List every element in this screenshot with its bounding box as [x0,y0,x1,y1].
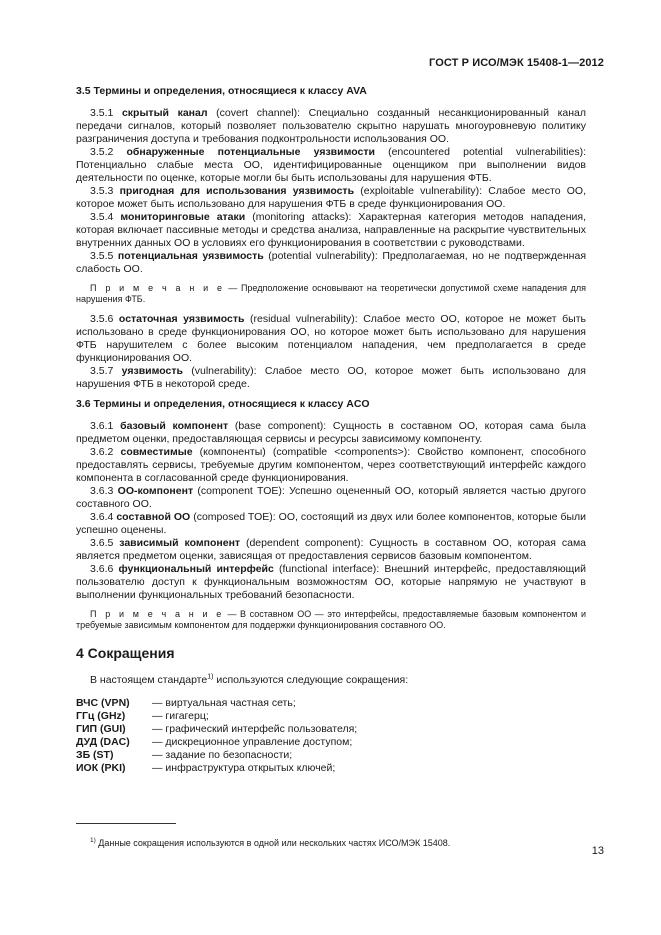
section-heading-4: 4 Сокращения [76,645,175,661]
abbreviation-meaning: — инфраструктура открытых ключей; [152,762,336,774]
footnote-ref[interactable]: 1) [207,673,214,681]
abbreviation: ВЧС (VPN) [76,697,130,709]
term: остаточная уязвимость [118,313,245,325]
abbreviation-list [76,697,586,775]
list-item [76,736,586,749]
abbreviation-meaning: — задание по безопасности; [152,749,293,761]
definition-3-5-1: 3.5.1 скрытый канал (covert channel): Специально созданный несанкционированный канал передачи сигналов, который позволяет пользователю скрытно нарушать многоуровневую политику разграничения доступа и требования подконтрольности использования ОО. [76,107,586,145]
term: мониторинговые атаки [120,211,246,223]
definition-3-6-3: 3.6.3 ОО-компонент (component TOE): Успешно оцененный ОО, который является частью другого составного ОО. [76,485,586,510]
term: функциональный интерфейс [118,563,274,575]
abbreviation: ИОК (PKI) [76,762,126,774]
list-item [76,697,586,710]
page-content [76,85,586,775]
abbreviation-meaning: — дискреционное управление доступом; [152,736,353,748]
abbreviation-meaning: — виртуальная частная сеть; [152,697,296,709]
page-number: 13 [591,845,604,857]
definition-3-6-4: 3.6.4 составной ОО (composed TOE): ОО, состоящий из двух или более компонентов, которые были успешно оценены. [76,511,586,536]
abbreviation-meaning: — гигагерц; [152,710,209,722]
footnote-divider [76,823,176,824]
list-item [76,710,586,723]
abbreviation: ГГц (GHz) [76,710,126,722]
section-heading-3-6: 3.6 Термины и определения, относящиеся к классу ACO [76,398,370,410]
list-item [76,762,586,775]
footnote-mark: 1) [90,837,96,844]
term: базовый компонент [120,420,229,432]
abbreviation: ЗБ (ST) [76,749,114,761]
term: пригодная для использования уязвимость [119,185,355,197]
definition-3-5-3: 3.5.3 пригодная для использования уязвимость (exploitable vulnerability): Слабое место ОО, которое может быть использовано для нарушения ФТБ в среде функционирования ОО. [76,185,586,210]
term: совместимые [120,446,193,458]
abbreviation: ГИП (GUI) [76,723,126,735]
definition-3-6-6: 3.6.6 функциональный интерфейс (functional interface): Внешний интерфейс, предоставляющий пользователю доступ к функциональным возможностям ОО, которые напрямую не участвуют в выполнении функциональных требований безопасности. [76,563,586,601]
term: уязвимость [121,365,183,377]
abbreviation: ДУД (DAC) [76,736,130,748]
footnote: $^{1)}$ Данные сокращения используются в одной или нескольких частях ИСО/МЭК 15408. [90,837,451,848]
note-3-6-6: П р и м е ч а н и е — В составном ОО — это интерфейсы, предоставляемые базовым компонентом и требуемые зависимым компонентом для поддержки функционирования составного ОО. [76,609,587,630]
term: составной ОО [116,511,191,523]
definition-3-6-2: 3.6.2 совместимые (компоненты) (compatible <components>): Свойство компонент, способного предоставлять сервисы, требуемые другим компонентом, через соответствующий интерфейс каждого компонента в согласованной среде функционирования. [76,446,586,484]
term: зависимый компонент [119,537,241,549]
definition-3-5-4: 3.5.4 мониторинговые атаки (monitoring attacks): Характерная категория методов нападения, которая включает пассивные методы и средства анализа, направленные на раскрытие чувствительных внутренних данных ОО в условиях его функционирования в соответствии с руководствами. [76,211,587,249]
list-item [76,749,586,762]
abbreviations-intro: В настоящем стандарте$^{1)}$ используются следующие сокращения: [90,673,409,686]
term: ОО-компонент [117,485,194,497]
term: обнаруженные потенциальные уязвимости [126,146,375,158]
list-item [76,723,586,736]
definition-3-5-6: 3.5.6 остаточная уязвимость (residual vulnerability): Слабое место ОО, которое не может быть использовано в среде функционирования ОО, но которое может быть использовано для нарушения ФТБ нарушителем с более высоким потенциалом нападения, чем предполагается в среде функционирования ОО. [76,313,587,364]
document-header: ГОСТ Р ИСО/МЭК 15408-1—2012 [429,57,604,69]
definition-3-6-1: 3.6.1 базовый компонент (base component): Сущность в составном ОО, которая сама была предметом оценки, предоставляющая сервисы и ресурсы зависимому компоненту. [76,420,587,445]
term: скрытый канал [121,107,208,119]
term: потенциальная уязвимость [117,250,264,262]
definition-3-6-5: 3.6.5 зависимый компонент (dependent component): Сущность в составном ОО, которая сама является предметом оценки, зависящая от предоставления сервисов базовым компонентом. [76,537,587,562]
definition-3-5-5: 3.5.5 потенциальная уязвимость (potential vulnerability): Предполагаемая, но не подтвержденная слабость ОО. [76,250,586,275]
abbreviation-meaning: — графический интерфейс пользователя; [152,723,358,735]
definition-3-5-2: 3.5.2 обнаруженные потенциальные уязвимости (encountered potential vulnerabilities): Потенциально слабые места ОО, идентифицированные оценщиком при выполнении видов деятельности по оценке, которые могли бы быть использованы для нарушения ФТБ. [76,146,587,184]
section-heading-3-5: 3.5 Термины и определения, относящиеся к классу AVA [76,85,367,97]
note-3-5-5: П р и м е ч а н и е — Предположение основывают на теоретически допустимой схеме нападения для нарушения ФТБ. [76,283,586,304]
definition-3-5-7: 3.5.7 уязвимость (vulnerability): Слабое место ОО, которое может быть использовано для нарушения ФТБ в некоторой среде. [76,365,586,390]
